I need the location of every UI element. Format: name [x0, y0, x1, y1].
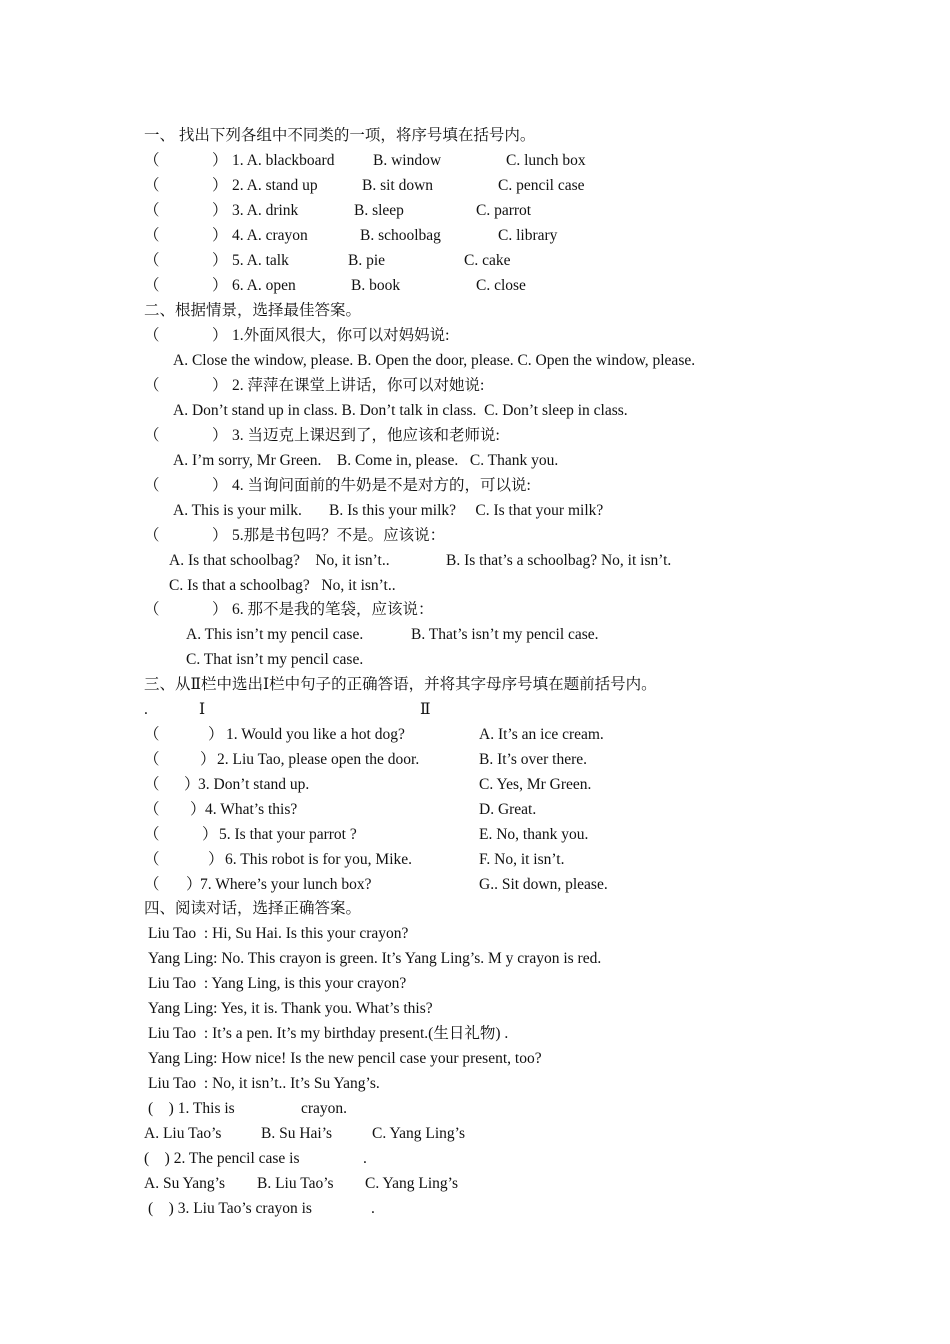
section4-heading: 四、阅读对话，选择正确答案。: [144, 900, 362, 917]
paren-close: ）: [186, 876, 202, 893]
paren-close: ）: [212, 477, 228, 494]
paren-close: ）: [212, 277, 228, 294]
option-b: B. schoolbag: [360, 227, 441, 244]
question-text: 4. 当询问面前的牛奶是不是对方的，可以说:: [232, 477, 531, 494]
option-c: C. Yang Ling’s: [372, 1125, 466, 1142]
dialogue-line: Yang Ling: Yes, it is. Thank you. What’s this?: [148, 1000, 433, 1017]
question-stem: ( ) 2. The pencil case is: [144, 1150, 300, 1167]
option-c: C. library: [498, 227, 558, 244]
option-c: C. Yang Ling’s: [365, 1175, 459, 1192]
option-a: A. Su Yang’s: [144, 1175, 225, 1192]
paren-open: （: [144, 277, 160, 294]
option-c: C. pencil case: [498, 177, 585, 194]
paren-open: （: [144, 427, 160, 444]
option-b: B. book: [351, 277, 401, 294]
dialogue-line: Liu Tao : Hi, Su Hai. Is this your crayon?: [148, 925, 409, 942]
paren-close: ）: [212, 177, 228, 194]
option-c: C. Is that a schoolbag? No, it isn’t..: [169, 577, 396, 594]
option-a: 5. A. talk: [232, 252, 289, 269]
option-c: C. close: [476, 277, 526, 294]
option-a: 3. A. drink: [232, 202, 299, 219]
option-b: B. pie: [348, 252, 386, 269]
question-end: crayon.: [301, 1100, 348, 1117]
answer-text: C. Yes, Mr Green.: [479, 776, 592, 793]
paren-close: ）: [208, 726, 224, 743]
column-2-header: Ⅱ: [420, 701, 431, 718]
dialogue-line: Liu Tao : Yang Ling, is this your crayon?: [148, 975, 407, 992]
paren-open: （: [144, 751, 160, 768]
paren-close: ）: [212, 601, 228, 618]
option-b: B. Liu Tao’s: [257, 1175, 334, 1192]
dialogue-line: Liu Tao : No, it isn’t.. It’s Su Yang’s.: [148, 1075, 380, 1092]
question-text: 1.外面风很大，你可以对妈妈说:: [232, 327, 450, 344]
paren-close: ）: [190, 801, 206, 818]
option-b: B. sleep: [354, 202, 404, 219]
question-text: 6. 那不是我的笔袋，应该说：: [232, 601, 434, 618]
paren-close: ）: [200, 751, 216, 768]
section1-heading: 一、 找出下列各组中不同类的一项，将序号填在括号内。: [144, 127, 536, 144]
question-text: 1. Would you like a hot dog?: [226, 726, 405, 743]
option-c: C. lunch box: [506, 152, 586, 169]
question-text: 5. Is that your parrot ?: [219, 826, 357, 843]
option-b: B. Is that’s a schoolbag? No, it isn’t.: [446, 552, 672, 569]
option-a: 1. A. blackboard: [232, 152, 335, 169]
question-stem: ( ) 1. This is: [148, 1100, 235, 1117]
option-c: C. parrot: [476, 202, 532, 219]
option-c: C. cake: [464, 252, 511, 269]
question-options: A. This is your milk. B. Is this your milk? C. Is that your milk?: [173, 502, 604, 519]
section3-heading: 三、从Ⅱ栏中选出Ⅰ栏中句子的正确答语，并将其字母序号填在题前括号内。: [144, 676, 657, 693]
option-a: A. This isn’t my pencil case.: [186, 626, 364, 643]
paren-close: ）: [212, 377, 228, 394]
paren-close: ）: [212, 427, 228, 444]
paren-close: ）: [212, 202, 228, 219]
paren-close: ）: [212, 527, 228, 544]
paren-open: （: [144, 202, 160, 219]
option-a: A. Liu Tao’s: [144, 1125, 222, 1142]
paren-open: （: [144, 152, 160, 169]
question-text: 3. Don’t stand up.: [198, 776, 310, 793]
paren-open: （: [144, 801, 160, 818]
paren-open: （: [144, 252, 160, 269]
question-options: A. Don’t stand up in class. B. Don’t talk in class. C. Don’t sleep in class.: [173, 402, 628, 419]
paren-open: （: [144, 327, 160, 344]
paren-open: （: [144, 477, 160, 494]
question-stem: ( ) 3. Liu Tao’s crayon is: [148, 1200, 312, 1217]
paren-open: （: [144, 377, 160, 394]
question-text: 6. This robot is for you, Mike.: [225, 851, 412, 868]
answer-text: E. No, thank you.: [479, 826, 589, 843]
question-text: 5.那是书包吗？不是。应该说：: [232, 527, 446, 544]
answer-text: F. No, it isn’t.: [479, 851, 565, 868]
paren-open: （: [144, 876, 160, 893]
question-text: 4. What’s this?: [205, 801, 298, 818]
answer-text: B. It’s over there.: [479, 751, 588, 768]
answer-text: A. It’s an ice cream.: [479, 726, 604, 743]
question-options: A. Close the window, please. B. Open the door, please. C. Open the window, please.: [173, 352, 696, 369]
question-end: .: [363, 1150, 367, 1167]
question-end: .: [371, 1200, 375, 1217]
paren-open: （: [144, 826, 160, 843]
question-text: 3. 当迈克上课迟到了，他应该和老师说:: [232, 427, 500, 444]
paren-close: ）: [202, 826, 218, 843]
option-a: A. Is that schoolbag? No, it isn’t..: [169, 552, 390, 569]
paren-open: （: [144, 601, 160, 618]
paren-close: ）: [212, 252, 228, 269]
paren-close: ）: [212, 327, 228, 344]
question-text: 7. Where’s your lunch box?: [200, 876, 372, 893]
paren-close: ）: [208, 851, 224, 868]
paren-close: ）: [184, 776, 200, 793]
paren-close: ）: [212, 152, 228, 169]
option-a: 6. A. open: [232, 277, 296, 294]
question-options: A. I’m sorry, Mr Green. B. Come in, please. C. Thank you.: [173, 452, 559, 469]
answer-text: G.. Sit down, please.: [479, 876, 608, 893]
section2-heading: 二、根据情景，选择最佳答案。: [144, 302, 362, 319]
answer-text: D. Great.: [479, 801, 537, 818]
option-c: C. That isn’t my pencil case.: [186, 651, 364, 668]
dialogue-line: Liu Tao : It’s a pen. It’s my birthday present.(生日礼物) .: [148, 1025, 509, 1042]
option-a: 4. A. crayon: [232, 227, 308, 244]
option-a: 2. A. stand up: [232, 177, 318, 194]
option-b: B. window: [373, 152, 442, 169]
paren-open: （: [144, 851, 160, 868]
paren-close: ）: [212, 227, 228, 244]
column-1-header: Ⅰ: [199, 701, 206, 718]
dialogue-line: Yang Ling: How nice! Is the new pencil case your present, too?: [148, 1050, 542, 1067]
option-b: B. Su Hai’s: [261, 1125, 333, 1142]
paren-open: （: [144, 726, 160, 743]
dialogue-line: Yang Ling: No. This crayon is green. It’s Yang Ling’s. M y crayon is red.: [148, 950, 602, 967]
column-dot: .: [144, 701, 148, 718]
paren-open: （: [144, 776, 160, 793]
question-text: 2. 萍萍在课堂上讲话，你可以对她说:: [232, 377, 485, 394]
paren-open: （: [144, 527, 160, 544]
option-b: B. That’s isn’t my pencil case.: [411, 626, 599, 643]
paren-open: （: [144, 227, 160, 244]
paren-open: （: [144, 177, 160, 194]
option-b: B. sit down: [362, 177, 434, 194]
question-text: 2. Liu Tao, please open the door.: [217, 751, 420, 768]
